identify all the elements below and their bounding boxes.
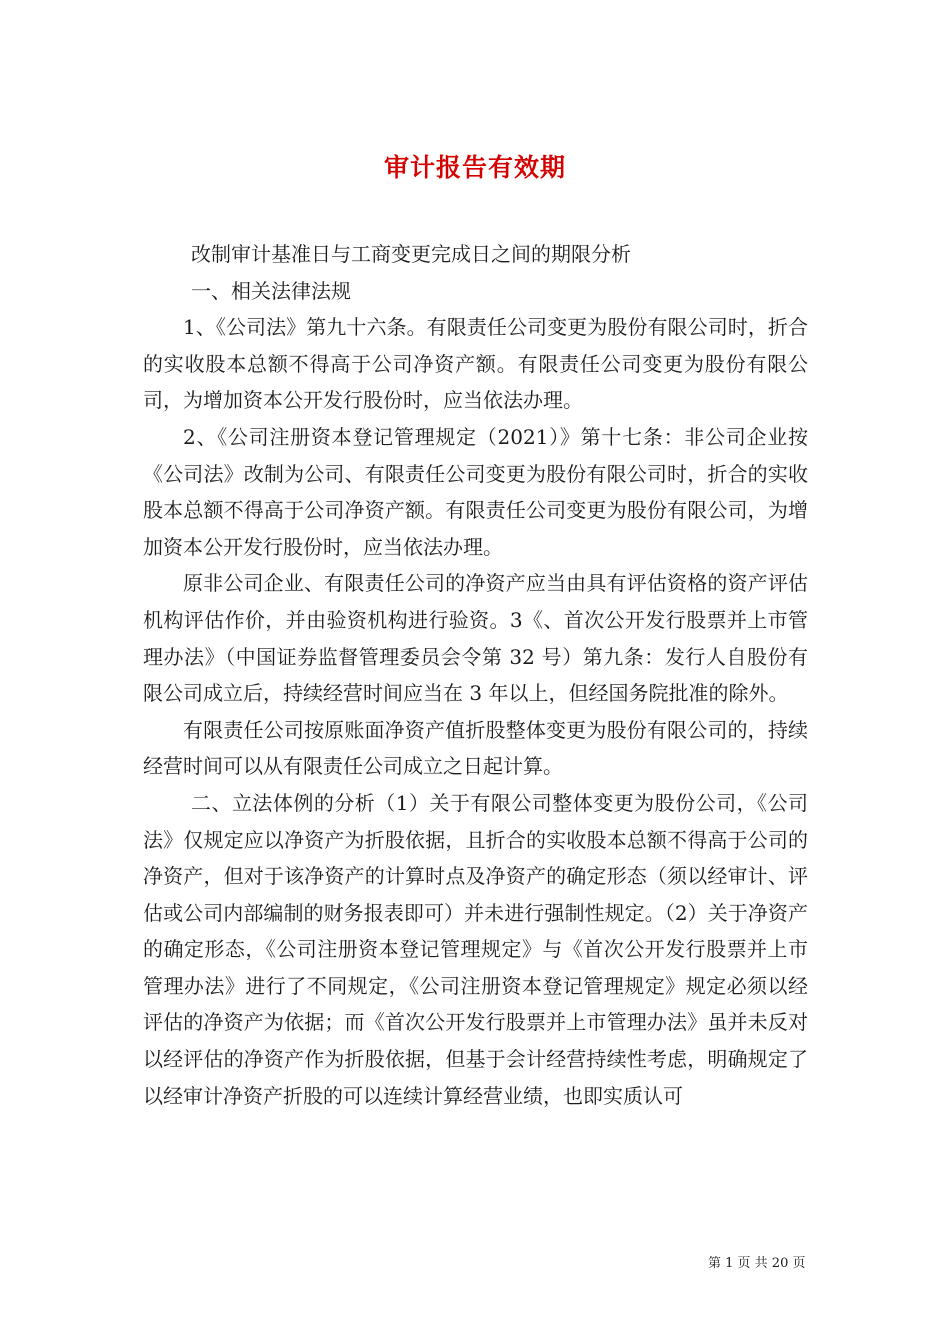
subtitle-paragraph: 改制审计基准日与工商变更完成日之间的期限分析 bbox=[191, 242, 631, 266]
paragraph: 1、《公司法》第九十六条。有限责任公司变更为股份有限公司时，折合的实收股本总额不得高于公司净资产额。有限责任公司变更为股份有限公司，为增加资本公开发行股份时，应当依法办理。 bbox=[143, 315, 808, 413]
page-number: 第 1 页 共 20 页 bbox=[708, 1256, 806, 1271]
paragraph: 有限责任公司按原账面净资产值折股整体变更为股份有限公司的，持续经营时间可以从有限责任公司成立之日起计算。 bbox=[143, 717, 808, 779]
paragraph: 2、《公司注册资本登记管理规定（2021）》第十七条：非公司企业按《公司法》改制为公司、有限责任公司变更为股份有限公司时，折合的实收股本总额不得高于公司净资产额。有限责任公司变更为股份有限公司，为增加资本公开发行股份时，应当依法办理。 bbox=[143, 424, 808, 559]
document-body bbox=[143, 236, 808, 1114]
section-heading: 一、相关法律法规 bbox=[191, 278, 351, 303]
page-title: 审计报告有效期 bbox=[383, 152, 566, 182]
paragraph: 原非公司企业、有限责任公司的净资产应当由具有评估资格的资产评估机构评估作价，并由验资机构进行验资。3《、首次公开发行股票并上市管理办法》（中国证券监督管理委员会令第 32 号）第九条：发行人自股份有限公司成立后，持续经营时间应当在 3 年以上，但经国务院批准的除外。 bbox=[143, 571, 808, 706]
paragraph: 二、立法体例的分析（1）关于有限公司整体变更为股份公司，《公司法》仅规定应以净资产为折股依据，且折合的实收股本总额不得高于公司的净资产，但对于该净资产的计算时点及净资产的确定形态（须以经审计、评估或公司内部编制的财务报表即可）并未进行强制性规定。（2）关于净资产的确定形态，《公司注册资本登记管理规定》与《首次公开发行股票并上市管理办法》进行了不同规定，《公司注册资本登记管理规定》规定必须以经评估的净资产为依据；而《首次公开发行股票并上市管理办法》虽并未反对以经评估的净资产作为折股依据，但基于会计经营持续性考虑，明确规定了以经审计净资产折股的可以连续计算经营业绩，也即实质认可 bbox=[143, 790, 808, 1108]
